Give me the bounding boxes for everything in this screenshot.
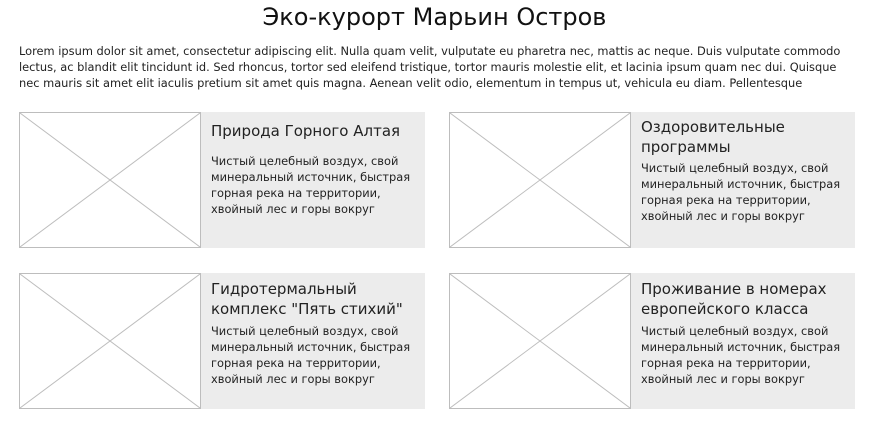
card-description: Чистый целебный воздух, свой минеральный источник, быстрая горная река на территории, хвойный лес и горы вокруг [211,324,411,386]
page-title: Эко-курорт Марьин Остров [262,3,607,31]
card-description: Чистый целебный воздух, свой минеральный источник, быстрая горная река на территории, хвойный лес и горы вокруг [211,154,411,216]
card-text [641,112,847,224]
card-description: Чистый целебный воздух, свой минеральный источник, быстрая горная река на территории, хвойный лес и горы вокруг [641,161,841,223]
image-placeholder-icon [19,112,201,248]
feature-card-nature[interactable] [19,112,425,248]
card-heading[interactable]: Природа Горного Алтая [211,122,401,140]
feature-card-wellness[interactable] [449,112,855,248]
card-heading[interactable]: Проживание в номерах европейского класса [641,280,827,318]
card-text [641,273,847,387]
image-placeholder-icon [449,273,631,409]
image-placeholder-icon [449,112,631,248]
card-text [211,112,417,217]
feature-card-accommodation[interactable] [449,273,855,409]
card-heading[interactable]: Оздоровительные программы [641,118,785,156]
intro-paragraph: Lorem ipsum dolor sit amet, consectetur adipiscing elit. Nulla quam velit, vulputate eu pharetra nec, mattis ac neque. Duis vulputate commodo lectus, ac blandit elit tincidunt id. Sed rhoncus, tortor sed eleifend tristique, tortor mauris molestie elit, et lacinia ipsum quam nec dui. Quisque nec mauris sit amet elit iaculis pretium sit amet quis magna. Aenean velit odio, elementum in tempus ut, vehicula eu diam. Pellentesque [19,44,841,90]
feature-card-hydrothermal[interactable] [19,273,425,409]
card-text [211,273,417,387]
card-description: Чистый целебный воздух, свой минеральный источник, быстрая горная река на территории, хвойный лес и горы вокруг [641,324,841,386]
card-heading[interactable]: Гидротермальный комплекс "Пять стихий" [211,280,403,318]
image-placeholder-icon [19,273,201,409]
